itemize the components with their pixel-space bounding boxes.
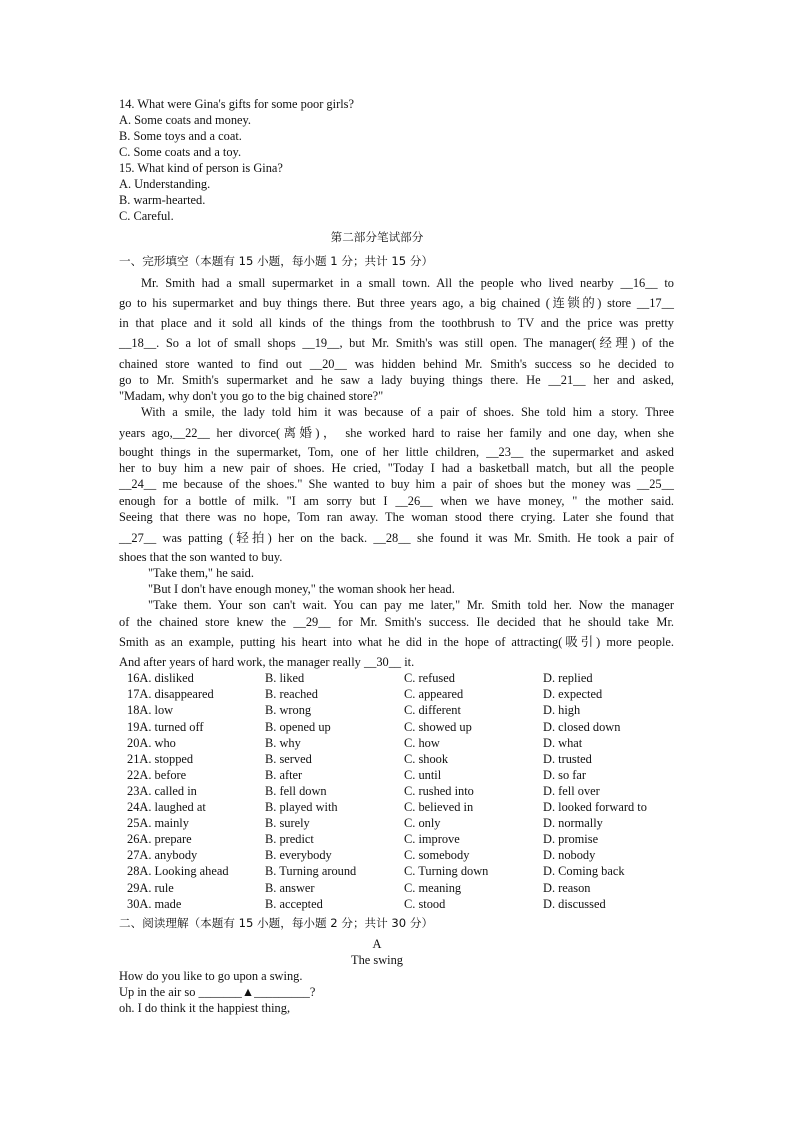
option-b: B. wrong <box>265 703 312 717</box>
option-c: C. only <box>404 816 441 830</box>
q15-option-c: C. Careful. <box>119 209 174 223</box>
option-a: 22A. before <box>127 768 187 782</box>
option-b: B. Turning around <box>265 864 357 878</box>
option-c: C. appeared <box>404 687 464 701</box>
option-d: D. fell over <box>543 784 600 798</box>
passage-line: Smith as an example, putting his heart into what he did in the hope of attracting(吸引) more people. <box>119 635 674 649</box>
passage-line: "Madam, why don't you go to the big chained store?" <box>119 389 384 403</box>
passage-title: The swing <box>351 953 403 967</box>
option-b: B. accepted <box>265 897 323 911</box>
option-c: C. shook <box>404 752 449 766</box>
passage-line: go to Mr. Smith's supermarket and he saw a lady buying things there. He __21__ her and asked, <box>119 373 674 387</box>
passage-line: shoes that the son wanted to buy. <box>119 550 283 564</box>
option-a: 17A. disappeared <box>127 687 214 701</box>
option-d: D. looked forward to <box>543 800 647 814</box>
option-c: C. refused <box>404 671 455 685</box>
option-d: D. reason <box>543 881 591 895</box>
option-a: 27A. anybody <box>127 848 198 862</box>
question-15: 15. What kind of person is Gina? <box>119 161 283 175</box>
passage-letter: A <box>372 937 382 951</box>
option-d: D. nobody <box>543 848 596 862</box>
option-b: B. liked <box>265 671 305 685</box>
option-b: B. everybody <box>265 848 332 862</box>
q15-option-a: A. Understanding. <box>119 177 211 191</box>
question-14: 14. What were Gina's gifts for some poor girls? <box>119 97 354 111</box>
option-a: 30A. made <box>127 897 182 911</box>
option-b: B. fell down <box>265 784 327 798</box>
option-c: C. how <box>404 736 440 750</box>
passage-line: "Take them. Your son can't wait. You can pay me later," Mr. Smith told her. Now the manager <box>148 598 674 612</box>
option-d: D. replied <box>543 671 593 685</box>
option-a: 20A. who <box>127 736 176 750</box>
option-b: B. why <box>265 736 301 750</box>
option-a: 18A. low <box>127 703 174 717</box>
option-c: C. until <box>404 768 442 782</box>
part-two-title: 第二部分笔试部分 <box>330 230 424 244</box>
option-b: B. answer <box>265 881 315 895</box>
passage-line: enough for a bottle of milk. "I am sorry but I __26__ when we have money, " the mother said. <box>119 494 674 508</box>
option-c: C. believed in <box>404 800 474 814</box>
passage-line: her to buy him a new pair of shoes. He cried, "Today I had a basketball match, but all the people <box>119 461 674 475</box>
poem-line: Up in the air so _______▲_________? <box>119 985 316 999</box>
passage-line: chained store wanted to find out __20__ was hidden behind Mr. Smith's success so he decided to <box>119 357 674 371</box>
option-c: C. improve <box>404 832 460 846</box>
passage-line: Seeing that there was no hope, Tom ran away. The woman stood there crying. Later she found that <box>119 510 674 524</box>
option-a: 25A. mainly <box>127 816 189 830</box>
option-b: B. surely <box>265 816 310 830</box>
option-c: C. showed up <box>404 720 472 734</box>
reading-section-heading: 二、阅读理解（本题有 15 小题，每小题 2 分；共计 30 分） <box>119 916 434 930</box>
option-a: 29A. rule <box>127 881 174 895</box>
poem-line: oh. I do think it the happiest thing, <box>119 1001 291 1015</box>
option-d: D. high <box>543 703 581 717</box>
option-a: 24A. laughed at <box>127 800 206 814</box>
passage-line: in that place and it sold all kinds of the things from the toothbrush to TV and the price was pretty <box>119 316 674 330</box>
passage-line: __18__. So a lot of small shops __19__, but Mr. Smith's was still open. The manager(经理) of the <box>119 336 674 350</box>
option-b: B. predict <box>265 832 314 846</box>
option-a: 26A. prepare <box>127 832 192 846</box>
option-c: C. meaning <box>404 881 462 895</box>
passage-line: go to his supermarket and buy things there. But three years ago, a big chained (连锁的) store __17__ <box>119 296 674 310</box>
option-b: B. served <box>265 752 312 766</box>
cloze-section-heading: 一、完形填空（本题有 15 小题，每小题 1 分；共计 15 分） <box>119 254 434 268</box>
option-b: B. played with <box>265 800 338 814</box>
option-c: C. stood <box>404 897 446 911</box>
option-c: C. Turning down <box>404 864 489 878</box>
option-a: 21A. stopped <box>127 752 194 766</box>
passage-line: And after years of hard work, the manager really __30__ it. <box>119 655 415 669</box>
option-c: C. rushed into <box>404 784 474 798</box>
option-c: C. different <box>404 703 461 717</box>
option-d: D. normally <box>543 816 603 830</box>
option-d: D. closed down <box>543 720 621 734</box>
option-b: B. opened up <box>265 720 331 734</box>
option-d: D. promise <box>543 832 599 846</box>
option-c: C. somebody <box>404 848 470 862</box>
option-a: 28A. Looking ahead <box>127 864 229 878</box>
passage-line: "Take them," he said. <box>148 566 254 580</box>
option-d: D. so far <box>543 768 587 782</box>
passage-line: years ago,__22__ her divorce(离婚)， she worked hard to raise her family and one day, when she <box>119 426 674 440</box>
option-b: B. reached <box>265 687 318 701</box>
option-a: 16A. disliked <box>127 671 194 685</box>
option-b: B. after <box>265 768 303 782</box>
q14-option-c: C. Some coats and a toy. <box>119 145 242 159</box>
passage-line: With a smile, the lady told him it was because of a pair of shoes. She told him a story. Three <box>141 405 674 419</box>
q15-option-b: B. warm-hearted. <box>119 193 206 207</box>
passage-line: of the chained store knew the __29__ for Mr. Smith's success. Ile decided that he should take Mr. <box>119 615 674 629</box>
option-d: D. trusted <box>543 752 592 766</box>
passage-line: bought things in the supermarket, Tom, one of her little children, __23__ the supermarket and asked <box>119 445 674 459</box>
option-d: D. what <box>543 736 583 750</box>
option-d: D. Coming back <box>543 864 625 878</box>
option-a: 19A. turned off <box>127 720 204 734</box>
q14-option-a: A. Some coats and money. <box>119 113 252 127</box>
passage-line: "But I don't have enough money," the woman shook her head. <box>148 582 455 596</box>
option-d: D. discussed <box>543 897 606 911</box>
passage-line: __24__ me because of the shoes." She wanted to buy him a pair of shoes but the money was __25__ <box>119 477 674 491</box>
option-d: D. expected <box>543 687 603 701</box>
option-a: 23A. called in <box>127 784 197 798</box>
passage-line: Mr. Smith had a small supermarket in a small town. All the people who lived nearby __16__ to <box>141 276 674 290</box>
q14-option-b: B. Some toys and a coat. <box>119 129 242 143</box>
passage-line: __27__ was patting (轻拍) her on the back. __28__ she found it was Mr. Smith. He took a pair of <box>119 531 674 545</box>
poem-line: How do you like to go upon a swing. <box>119 969 303 983</box>
